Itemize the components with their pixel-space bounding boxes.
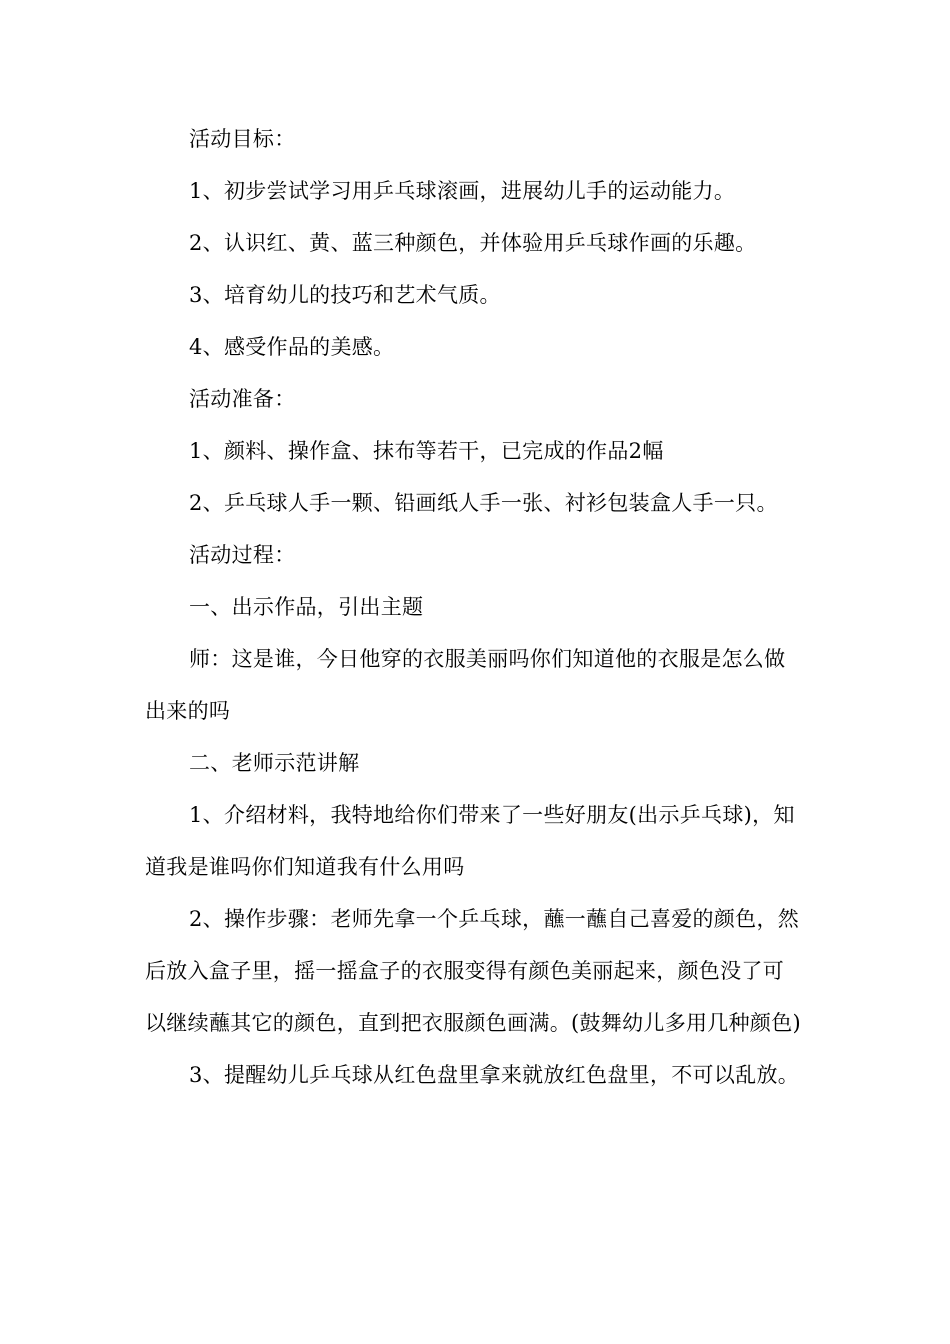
document-body [145, 113, 805, 1101]
section-heading-goals: 活动目标： [189, 127, 296, 151]
paragraph: 2、操作步骤：老师先拿一个乒乓球，蘸一蘸自己喜爱的颜色，然后放入盒子里，摇一摇盒子的衣服变得有颜色美丽起来，颜色没了可以继续蘸其它的颜色，直到把衣服颜色画满。(鼓舞幼儿多用几种颜色) [145, 907, 801, 1035]
section-heading-preparation: 活动准备： [189, 387, 296, 411]
paragraph: 4、感受作品的美感。 [189, 335, 395, 359]
paragraph: 1、颜料、操作盒、抹布等若干，已完成的作品2幅 [189, 439, 664, 463]
paragraph: 师：这是谁，今日他穿的衣服美丽吗你们知道他的衣服是怎么做出来的吗 [145, 647, 786, 723]
paragraph: 二、老师示范讲解 [189, 751, 360, 775]
paragraph: 1、初步尝试学习用乒乓球滚画，进展幼儿手的运动能力。 [189, 179, 736, 203]
section-heading-process: 活动过程： [189, 543, 296, 567]
paragraph: 3、提醒幼儿乒乓球从红色盘里拿来就放红色盘里，不可以乱放。 [189, 1063, 800, 1087]
paragraph: 2、乒乓球人手一颗、铅画纸人手一张、衬衫包装盒人手一只。 [189, 491, 778, 515]
paragraph: 2、认识红、黄、蓝三种颜色，并体验用乒乓球作画的乐趣。 [189, 231, 757, 255]
paragraph: 一、出示作品，引出主题 [189, 595, 424, 619]
paragraph: 3、培育幼儿的技巧和艺术气质。 [189, 283, 501, 307]
paragraph: 1、介绍材料，我特地给你们带来了一些好朋友(出示乒乓球)，知道我是谁吗你们知道我有什么用吗 [145, 803, 795, 879]
